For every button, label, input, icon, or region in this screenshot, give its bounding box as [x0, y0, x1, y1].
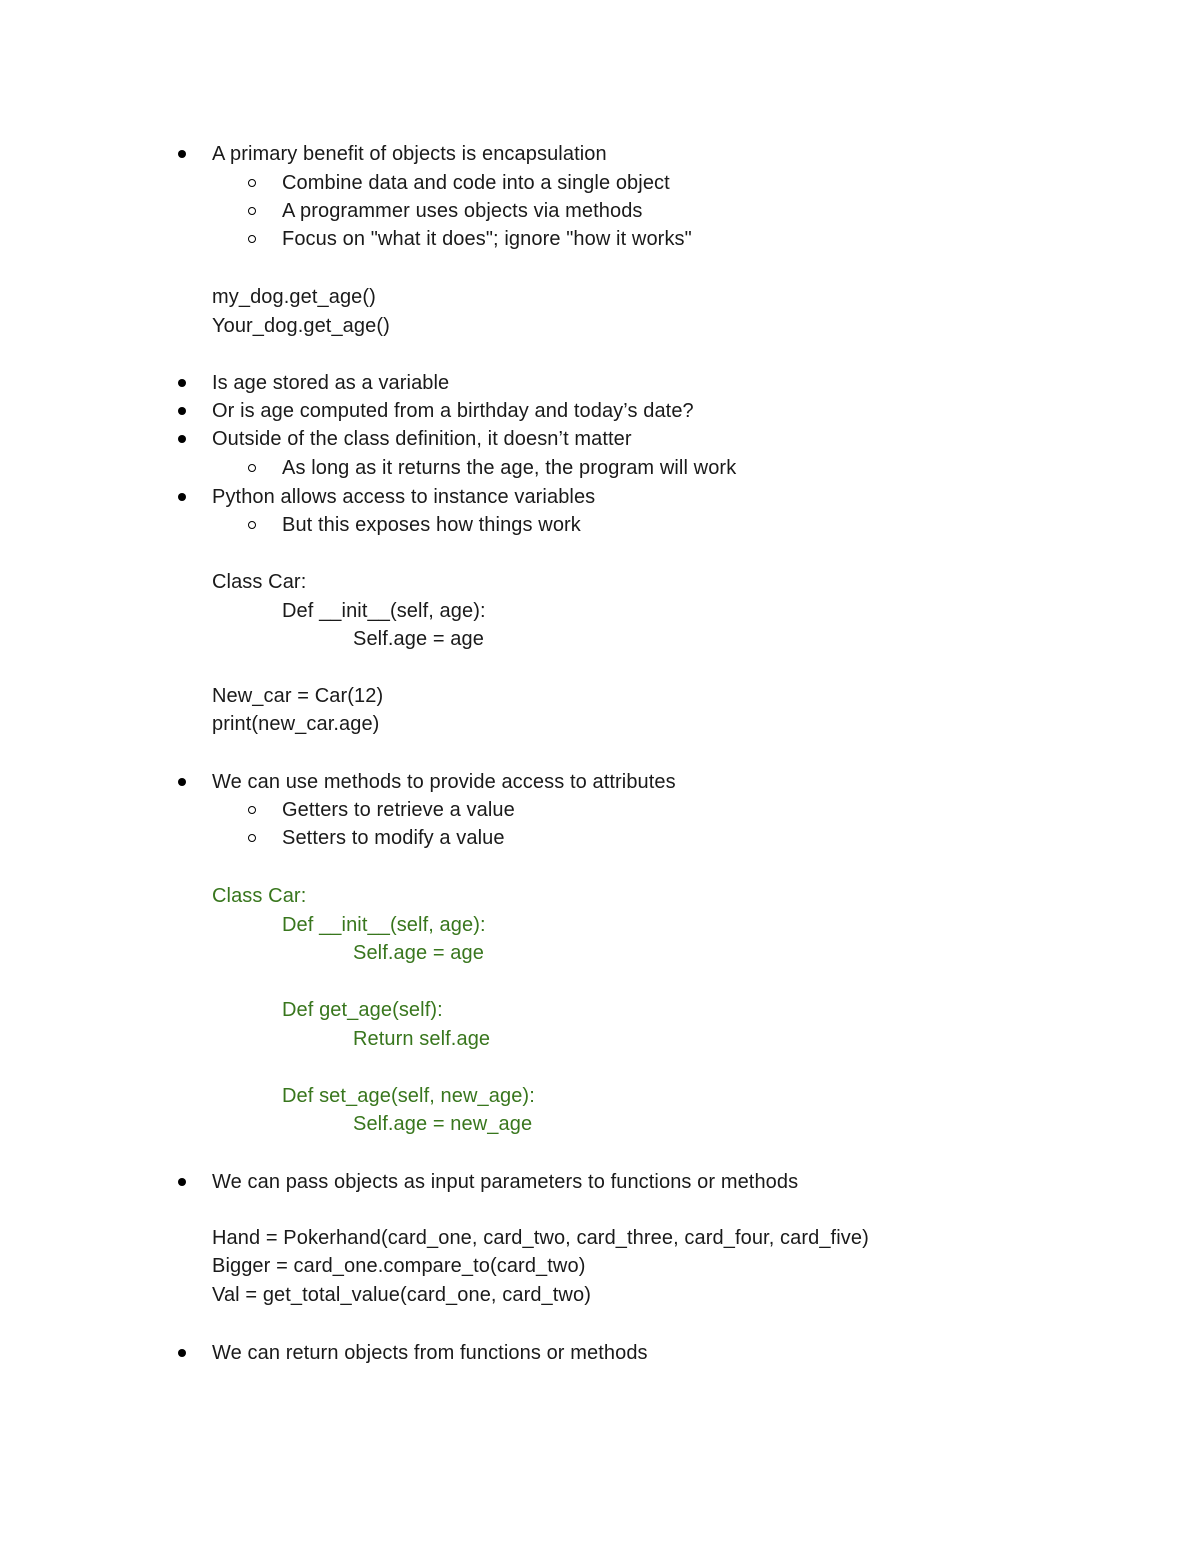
sub-item-methods: A programmer uses objects via methods [282, 200, 643, 222]
code-line: Class Car: [212, 885, 307, 907]
sub-item-setters: Setters to modify a value [282, 827, 505, 849]
bullet-circle-icon [248, 207, 256, 215]
bullet-circle-icon [248, 179, 256, 187]
code-line: New_car = Car(12) [212, 685, 384, 707]
bullet-circle-icon [248, 834, 256, 842]
code-line: Self.age = new_age [353, 1113, 533, 1135]
code-line: Def set_age(self, new_age): [282, 1085, 535, 1107]
code-line: Def __init__(self, age): [282, 914, 486, 936]
bullet-encapsulation: A primary benefit of objects is encapsulation [212, 143, 607, 165]
bullet-python-access: Python allows access to instance variables [212, 486, 596, 508]
code-line: Def get_age(self): [282, 999, 443, 1021]
bullet-pass-objects: We can pass objects as input parameters to functions or methods [212, 1171, 799, 1193]
code-line: print(new_car.age) [212, 713, 380, 735]
bullet-dot-icon [178, 150, 186, 158]
bullet-age-variable: Is age stored as a variable [212, 372, 450, 394]
bullet-outside-class: Outside of the class definition, it doesn’t matter [212, 428, 632, 450]
code-line: Bigger = card_one.compare_to(card_two) [212, 1255, 586, 1277]
bullet-circle-icon [248, 235, 256, 243]
code-line: Self.age = age [353, 628, 484, 650]
code-line: Class Car: [212, 571, 307, 593]
bullet-methods-access: We can use methods to provide access to attributes [212, 771, 676, 793]
bullet-return-objects: We can return objects from functions or methods [212, 1342, 648, 1364]
bullet-age-computed: Or is age computed from a birthday and today’s date? [212, 400, 694, 422]
bullet-circle-icon [248, 521, 256, 529]
bullet-circle-icon [248, 464, 256, 472]
bullet-circle-icon [248, 806, 256, 814]
sub-item-exposes: But this exposes how things work [282, 514, 581, 536]
bullet-dot-icon [178, 1178, 186, 1186]
code-line: Your_dog.get_age() [212, 315, 390, 337]
bullet-dot-icon [178, 493, 186, 501]
code-line: Return self.age [353, 1028, 491, 1050]
code-line: Self.age = age [353, 942, 484, 964]
code-line: my_dog.get_age() [212, 286, 376, 308]
bullet-dot-icon [178, 435, 186, 443]
sub-item-focus: Focus on "what it does"; ignore "how it works" [282, 228, 692, 250]
code-line: Def __init__(self, age): [282, 600, 486, 622]
sub-item-returns-age: As long as it returns the age, the program will work [282, 457, 737, 479]
bullet-dot-icon [178, 1349, 186, 1357]
code-line: Val = get_total_value(card_one, card_two) [212, 1284, 591, 1306]
bullet-dot-icon [178, 407, 186, 415]
sub-item-combine: Combine data and code into a single object [282, 172, 670, 194]
code-line: Hand = Pokerhand(card_one, card_two, card_three, card_four, card_five) [212, 1227, 869, 1249]
bullet-dot-icon [178, 778, 186, 786]
sub-item-getters: Getters to retrieve a value [282, 799, 515, 821]
bullet-dot-icon [178, 379, 186, 387]
